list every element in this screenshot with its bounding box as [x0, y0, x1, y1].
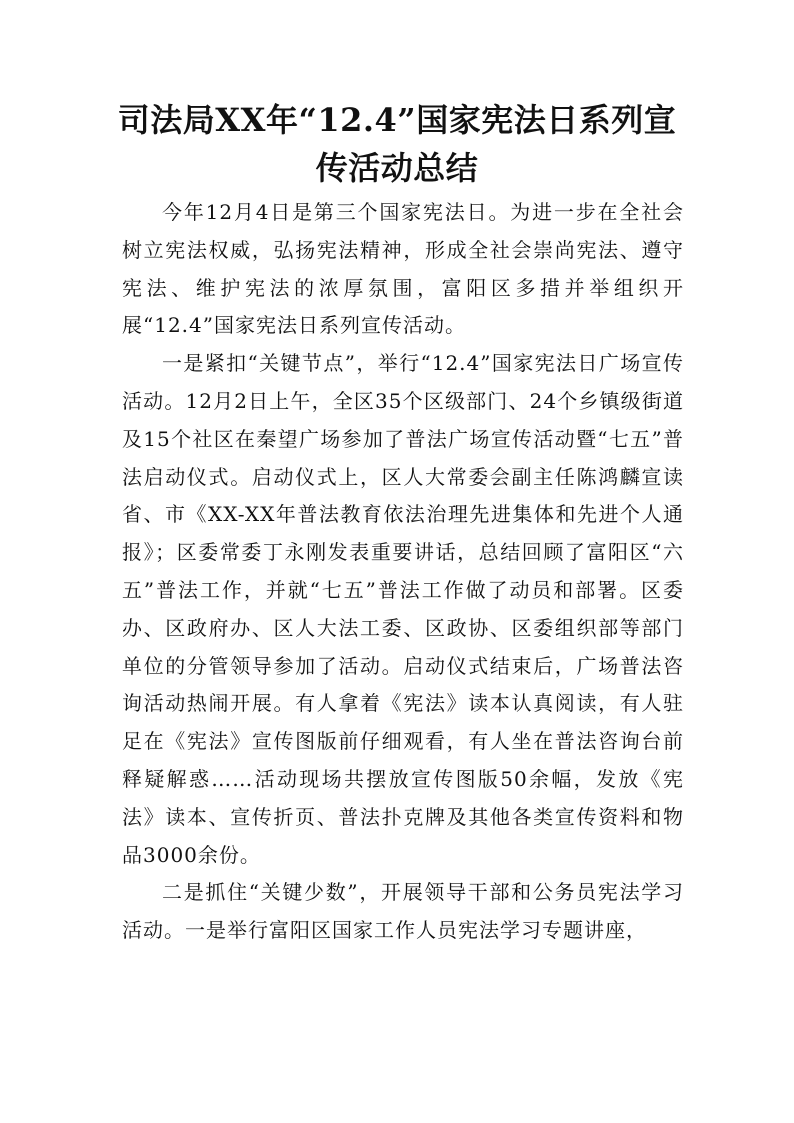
paragraph-square-event: 一是紧扣“关键节点”，举行“12.4”国家宪法日广场宣传活动。12月2日上午，全区35个区级部门、24个乡镇级街道及15个社区在秦望广场参加了普法广场宣传活动暨“七五”普法启动仪式。启动仪式上，区人大常委会副主任陈鸿麟宣读省、市《XX-XX年普法教育依法治理先进集体和先进个人通报》；区委常委丁永刚发表重要讲话，总结回顾了富阳区“六五”普法工作，并就“七五”普法工作做了动员和部署。区委办、区政府办、区人大法工委、区政协、区委组织部等部门单位的分管领导参加了活动。启动仪式结束后，广场普法咨询活动热闹开展。有人拿着《宪法》读本认真阅读，有人驻足在《宪法》宣传图版前仔细观看，有人坐在普法咨询台前释疑解惑……活动现场共摆放宣传图版50余幅，发放《宪法》读本、宣传折页、普法扑克牌及其他各类宣传资料和物品3000余份。 [122, 351, 684, 867]
paragraph-cadre-study: 二是抓住“关键少数”，开展领导干部和公务员宪法学习活动。一是举行富阳区国家工作人员宪法学习专题讲座， [122, 880, 684, 943]
paragraph-intro: 今年12月4日是第三个国家宪法日。为进一步在全社会树立宪法权威，弘扬宪法精神，形成全社会崇尚宪法、遵守宪法、维护宪法的浓厚氛围，富阳区多措并举组织开展“12.4”国家宪法日系列宣传活动。 [122, 200, 684, 338]
document-title: 司法局XX年“12.4”国家宪法日系列宣传活动总结 [117, 101, 677, 187]
document-body [122, 194, 684, 950]
